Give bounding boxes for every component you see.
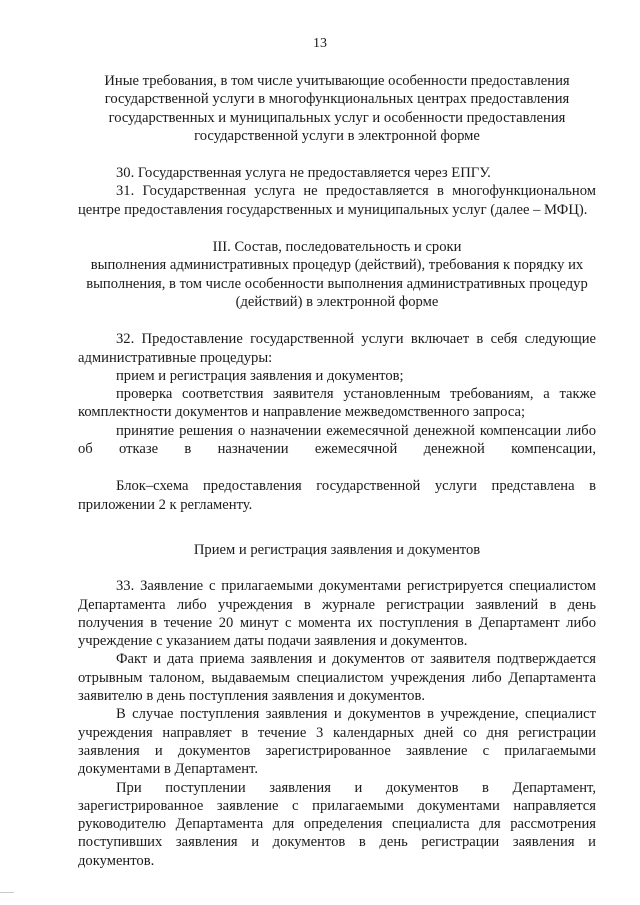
heading-line: государственной услуги в электронной форме — [194, 127, 480, 144]
page-content — [78, 72, 596, 870]
page-number: 13 — [313, 36, 327, 51]
paragraph-33: 33. Заявление с прилагаемыми документами регистрируется специалистом Департамента либо учреждения в журнале регистрации заявлений в день получения в течение 20 минут с момента их поступления в Департамент либо учреждение с указанием даты подачи заявления и документов. — [78, 578, 596, 650]
paragraph-receipt-confirmation: Факт и дата приема заявления и документов от заявителя подтверждается отрывным талоном, выдаваемым специалистом учреждения либо Департамента заявителю в день поступления заявления и документов. — [78, 651, 596, 705]
heading-line: III. Состав, последовательность и сроки — [212, 239, 462, 256]
heading-line: выполнения административных процедур (действий), требования к порядку их — [90, 257, 584, 274]
procedure-item: принятие решения о назначении ежемесячной денежной компенсации либо об отказе в назначении ежемесячной денежной компенсации, — [78, 422, 596, 458]
heading-line: Иные требования, в том числе учитывающие особенности предоставления — [104, 73, 570, 89]
section-heading-other-requirements — [78, 72, 596, 145]
heading-line: (действий) в электронной форме — [235, 293, 439, 310]
heading-line: выполнения, в том числе особенности выполнения административных процедур — [86, 275, 588, 292]
heading-line: государственных и муниципальных услуг и особенности предоставления — [108, 109, 566, 126]
heading-line: государственной услуги в многофункциональных центрах предоставления — [104, 91, 570, 108]
section-heading-reception — [78, 541, 596, 559]
paragraph-30: 30. Государственная услуга не предоставляется через ЕПГУ. — [116, 165, 491, 182]
procedure-item: проверка соответствия заявителя установленным требованиям, а также комплектности документов и направление межведомственного запроса; — [78, 386, 596, 421]
flowchart-note: Блок–схема предоставления государственной услуги представлена в приложении 2 к регламенту. — [78, 478, 596, 513]
paragraph-institution-forwarding: В случае поступления заявления и документов в учреждение, специалист учреждения направляет в течение 3 календарных дней со дня регистрации заявления и документов зарегистрированное заявление с прилагаемыми документами в Департамент. — [78, 706, 596, 778]
page-edge-mark — [0, 892, 14, 893]
paragraph-31: 31. Государственная услуга не предоставляется в многофункциональном центре предоставления государственных и муниципальных услуг (далее – МФЦ). — [78, 183, 596, 218]
section-heading-iii — [78, 238, 596, 311]
heading-line: Прием и регистрация заявления и документов — [193, 541, 481, 558]
paragraph-32: 32. Предоставление государственной услуги включает в себя следующие административные процедуры: — [78, 331, 596, 366]
procedure-item: прием и регистрация заявления и документов; — [116, 367, 404, 384]
paragraph-department-routing: При поступлении заявления и документов в Департамент, зарегистрированное заявление с прилагаемыми документами направляется руководителю Департамента для определения специалиста для рассмотрения поступивших заявления и документов в день регистрации заявления и документов. — [78, 779, 596, 869]
